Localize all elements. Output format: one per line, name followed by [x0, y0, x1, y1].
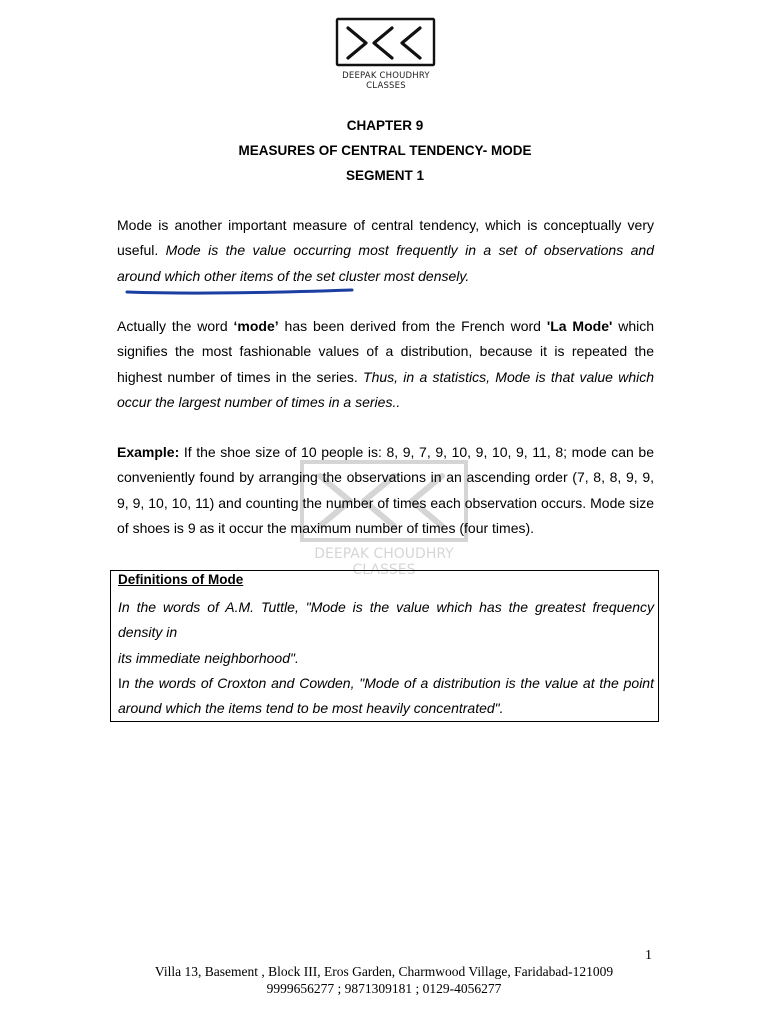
page-title: MEASURES OF CENTRAL TENDENCY- MODE: [238, 143, 532, 158]
footer-phones: 9999656277 ; 9871309181 ; 0129-4056277: [266, 981, 502, 996]
etymology-text-2: has been derived from the French word: [278, 318, 547, 334]
paragraph-intro: [117, 213, 654, 289]
etymology-bold-mode: ‘mode’: [233, 318, 279, 334]
intro-text: Mode is another important measure of central tendency, which is conceptually very useful.: [117, 217, 654, 259]
intro-definition: Mode is the value occurring most frequently in a set of observations and around which other items of the set cluster most densely.: [117, 242, 654, 284]
page-number: 1: [645, 948, 652, 963]
paragraph-example: [117, 440, 654, 541]
etymology-italic: Thus, in a statistics, Mode is that value which occur the largest number of times in a series..: [117, 368, 655, 410]
handwritten-underline: [124, 284, 356, 296]
example-text: If the shoe size of 10 people is: 8, 9, 7, 9, 10, 9, 10, 9, 11, 8; mode can be conveniently found by arranging the observations in an ascending order (7, 8, 8, 9, 9, 9, 9, 10, 10, 11) and counting the number of times each observation occurs. Mode size of shoes is 9 as it occur the maximum number of times (four times).: [117, 444, 654, 536]
definitions-box: [110, 570, 659, 722]
logo-caption: DEEPAK CHOUDHRY CLASSES: [342, 71, 430, 91]
definition-tuttle-b: its immediate neighborhood".: [118, 649, 299, 666]
etymology-text-3: which signifies the most fashionable values of a distribution, because it is repeated the highest number of times in the series.: [117, 318, 655, 385]
definition-croxton-initial: I: [118, 674, 122, 691]
dcc-logo-icon: [334, 16, 438, 70]
example-label: Example:: [117, 444, 180, 460]
footer: [0, 963, 768, 997]
segment-heading: SEGMENT 1: [345, 168, 424, 183]
etymology-bold-la-mode: 'La Mode': [546, 318, 613, 334]
logo: [334, 16, 438, 91]
definition-croxton: n the words of Croxton and Cowden, "Mode of a distribution is the value at the point around which the items tend to be most heavily concentrated".: [118, 674, 654, 717]
footer-address: Villa 13, Basement , Block III, Eros Garden, Charmwood Village, Faridabad-121009: [154, 964, 614, 979]
chapter-heading: CHAPTER 9: [346, 118, 424, 133]
paragraph-etymology: [117, 314, 654, 415]
etymology-text-1: Actually the word: [117, 318, 234, 334]
definitions-title: Definitions of Mode: [118, 572, 244, 587]
watermark-caption: DEEPAK CHOUDHRY CLASSES: [314, 546, 454, 578]
definition-tuttle-a: In the words of A.M. Tuttle, "Mode is the value which has the greatest frequency density in: [118, 599, 654, 641]
definitions-body: [118, 595, 654, 721]
